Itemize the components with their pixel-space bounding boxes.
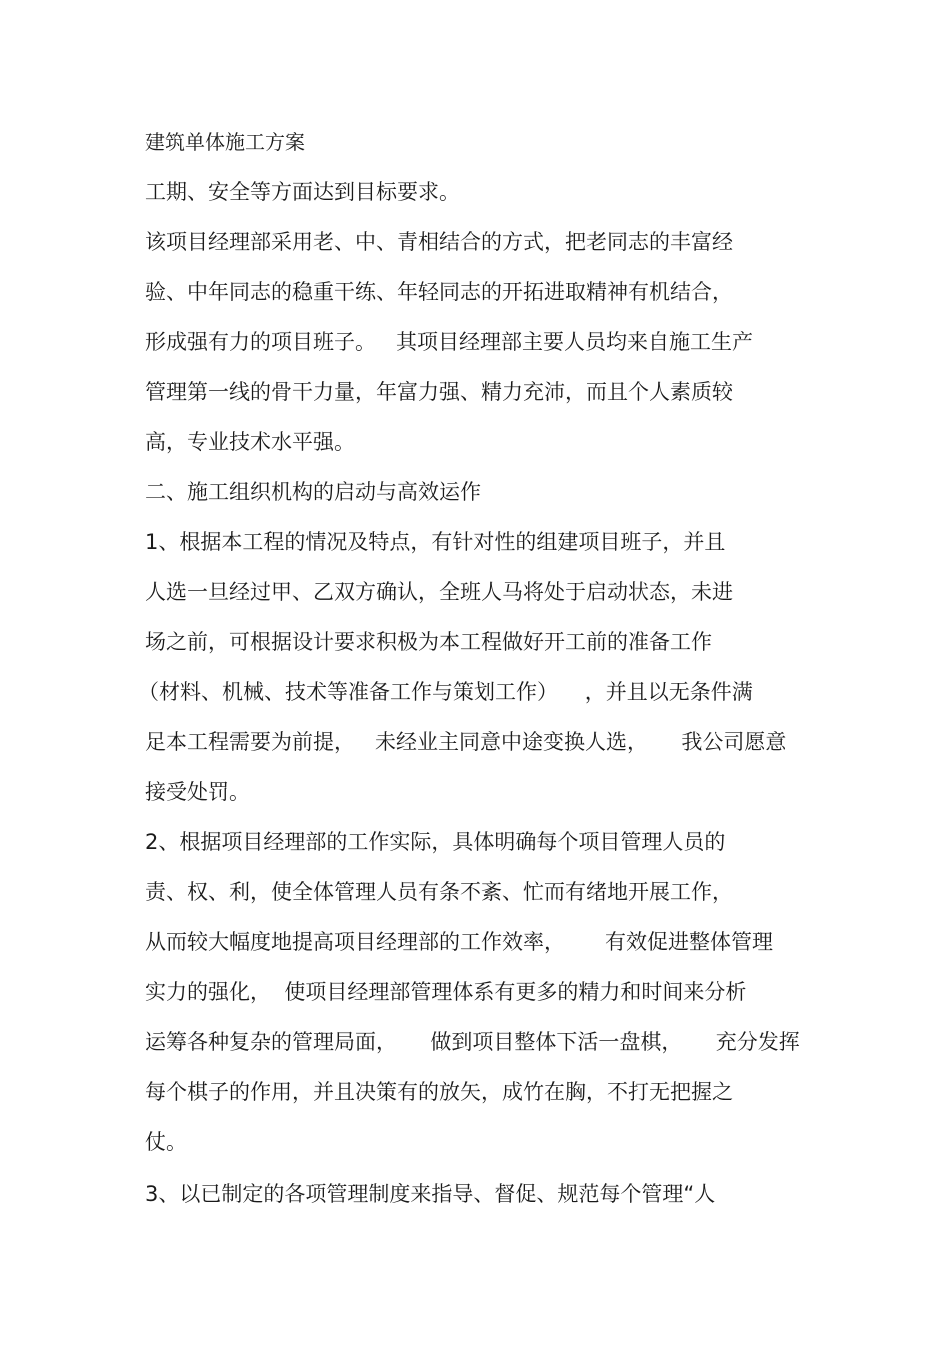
paragraph-line: 1、根据本工程的情况及特点，有针对性的组建项目班子，并且	[145, 530, 726, 554]
paragraph-line: 该项目经理部采用老、中、青相结合的方式，把老同志的丰富经	[145, 230, 733, 254]
paragraph-line: 2、根据项目经理部的工作实际，具体明确每个项目管理人员的	[145, 830, 726, 854]
paragraph-line: 仗。	[145, 1130, 187, 1154]
paragraph-line: 工期、安全等方面达到目标要求。	[145, 180, 460, 204]
document-header-title: 建筑单体施工方案	[145, 130, 305, 154]
paragraph-line: 场之前，可根据设计要求积极为本工程做好开工前的准备工作	[145, 630, 712, 654]
paragraph-line: 形成强有力的项目班子。 其项目经理部主要人员均来自施工生产	[145, 330, 754, 354]
paragraph-line: （材料、机械、技术等准备工作与策划工作） ，并且以无条件满	[138, 680, 753, 704]
paragraph-line: 实力的强化， 使项目经理部管理体系有更多的精力和时间来分析	[145, 980, 747, 1004]
paragraph-line: 3、以已制定的各项管理制度来指导、督促、规范每个管理“人	[145, 1182, 716, 1206]
paragraph-line: 管理第一线的骨干力量，年富力强、精力充沛，而且个人素质较	[145, 380, 733, 404]
paragraph-line: 人选一旦经过甲、乙双方确认，全班人马将处于启动状态，未进	[145, 580, 733, 604]
paragraph-line: 接受处罚。	[145, 780, 250, 804]
paragraph-line: 高，专业技术水平强。	[145, 430, 355, 454]
paragraph-line: 验、中年同志的稳重干练、年轻同志的开拓进取精神有机结合，	[145, 280, 733, 304]
paragraph-line: 每个棋子的作用，并且决策有的放矢，成竹在胸，不打无把握之	[145, 1080, 733, 1104]
section-heading: 二、施工组织机构的启动与高效运作	[145, 480, 481, 504]
paragraph-line: 从而较大幅度地提高项目经理部的工作效率， 有效促进整体管理	[145, 930, 774, 954]
paragraph-line: 足本工程需要为前提， 未经业主同意中途变换人选， 我公司愿意	[145, 730, 787, 754]
paragraph-line: 运筹各种复杂的管理局面， 做到项目整体下活一盘棋， 充分发挥	[145, 1030, 800, 1054]
paragraph-line: 责、权、利，使全体管理人员有条不紊、忙而有绪地开展工作，	[145, 880, 733, 904]
